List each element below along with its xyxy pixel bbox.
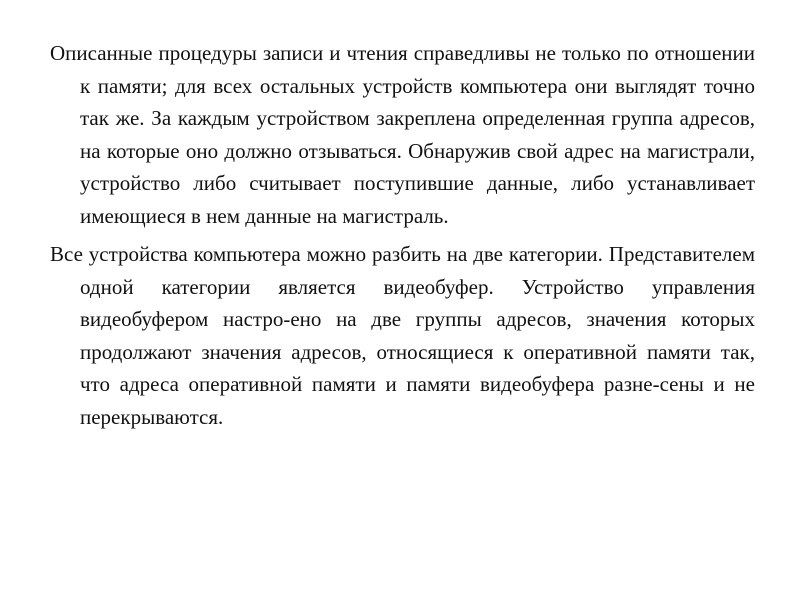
paragraph-2: Все устройства компьютера можно разбить на две категории. Представителем одной категории является видеобуфер. Устройство управления видеобуфером настро-ено на две группы адресов, значения которых продолжают значения адресов, относящиеся к оперативной памяти так, что адреса оперативной памяти и памяти видеобуфера разне-сены и не перекрываются. [50,242,755,429]
text-body [50,37,755,433]
paragraph-1: Описанные процедуры записи и чтения справедливы не только по отношении к памяти; для всех остальных устройств компьютера они выглядят точно так же. За каждым устройством закреплена определенная группа адресов, на которые оно должно отзываться. Обнаружив свой адрес на магистрали, устройство либо считывает поступившие данные, либо устанавливает имеющиеся в нем данные на магистраль. [50,41,755,228]
